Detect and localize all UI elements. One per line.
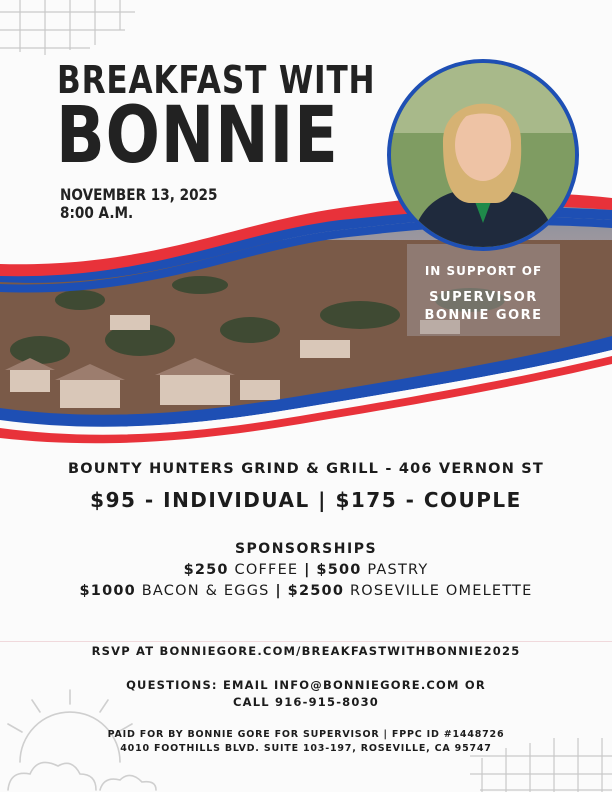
portrait-illustration — [391, 63, 575, 247]
venue-text: BOUNTY HUNTERS GRIND & GRILL - 406 VERNON ST — [67, 461, 545, 477]
tier-amount: $1000 — [79, 583, 136, 599]
paid-for-disclaimer: PAID FOR BY BONNIE GORE FOR SUPERVISOR | FPPC ID #1448726 — [107, 729, 505, 740]
questions-line1: QUESTIONS: EMAIL INFO@BONNIEGORE.COM OR — [126, 678, 486, 692]
tier-name: PASTRY — [367, 562, 429, 578]
divider — [0, 641, 612, 642]
tier-name: COFFEE — [234, 562, 299, 578]
event-time: 8:00 A.M. — [60, 203, 134, 222]
questions-line2: CALL 916-915-8030 — [233, 695, 379, 709]
mailing-address: 4010 FOOTHILLS BLVD. SUITE 103-197, ROSEVILLE, CA 95747 — [120, 743, 492, 754]
support-line3: BONNIE GORE — [424, 308, 543, 323]
support-candidate — [407, 289, 560, 325]
sponsorship-line-1 — [0, 562, 612, 578]
support-line1: IN SUPPORT OF — [424, 264, 543, 278]
tier-amount: $500 — [316, 562, 362, 578]
tier-amount: $250 — [183, 562, 229, 578]
candidate-portrait — [387, 59, 579, 251]
price-text: $95 - INDIVIDUAL | $175 - COUPLE — [90, 488, 522, 512]
tier-amount: $2500 — [287, 583, 345, 599]
tier-name: ROSEVILLE OMELETTE — [349, 583, 533, 599]
sponsorships-heading: SPONSORSHIPS — [234, 541, 378, 557]
tier-name: BACON & EGGS — [141, 583, 270, 599]
sponsorship-line-2 — [0, 583, 612, 599]
event-title-line2: BONNIE — [56, 91, 339, 181]
event-date: NOVEMBER 13, 2025 — [60, 185, 218, 204]
grid-decoration-top-left — [0, 0, 140, 60]
tier-separator: | — [304, 562, 311, 578]
support-line2: SUPERVISOR — [429, 290, 538, 305]
rsvp-text: RSVP AT BONNIEGORE.COM/BREAKFASTWITHBONNIE2025 — [91, 644, 521, 658]
event-title-line1: BREAKFAST WITH — [57, 58, 376, 102]
tier-separator: | — [275, 583, 282, 599]
